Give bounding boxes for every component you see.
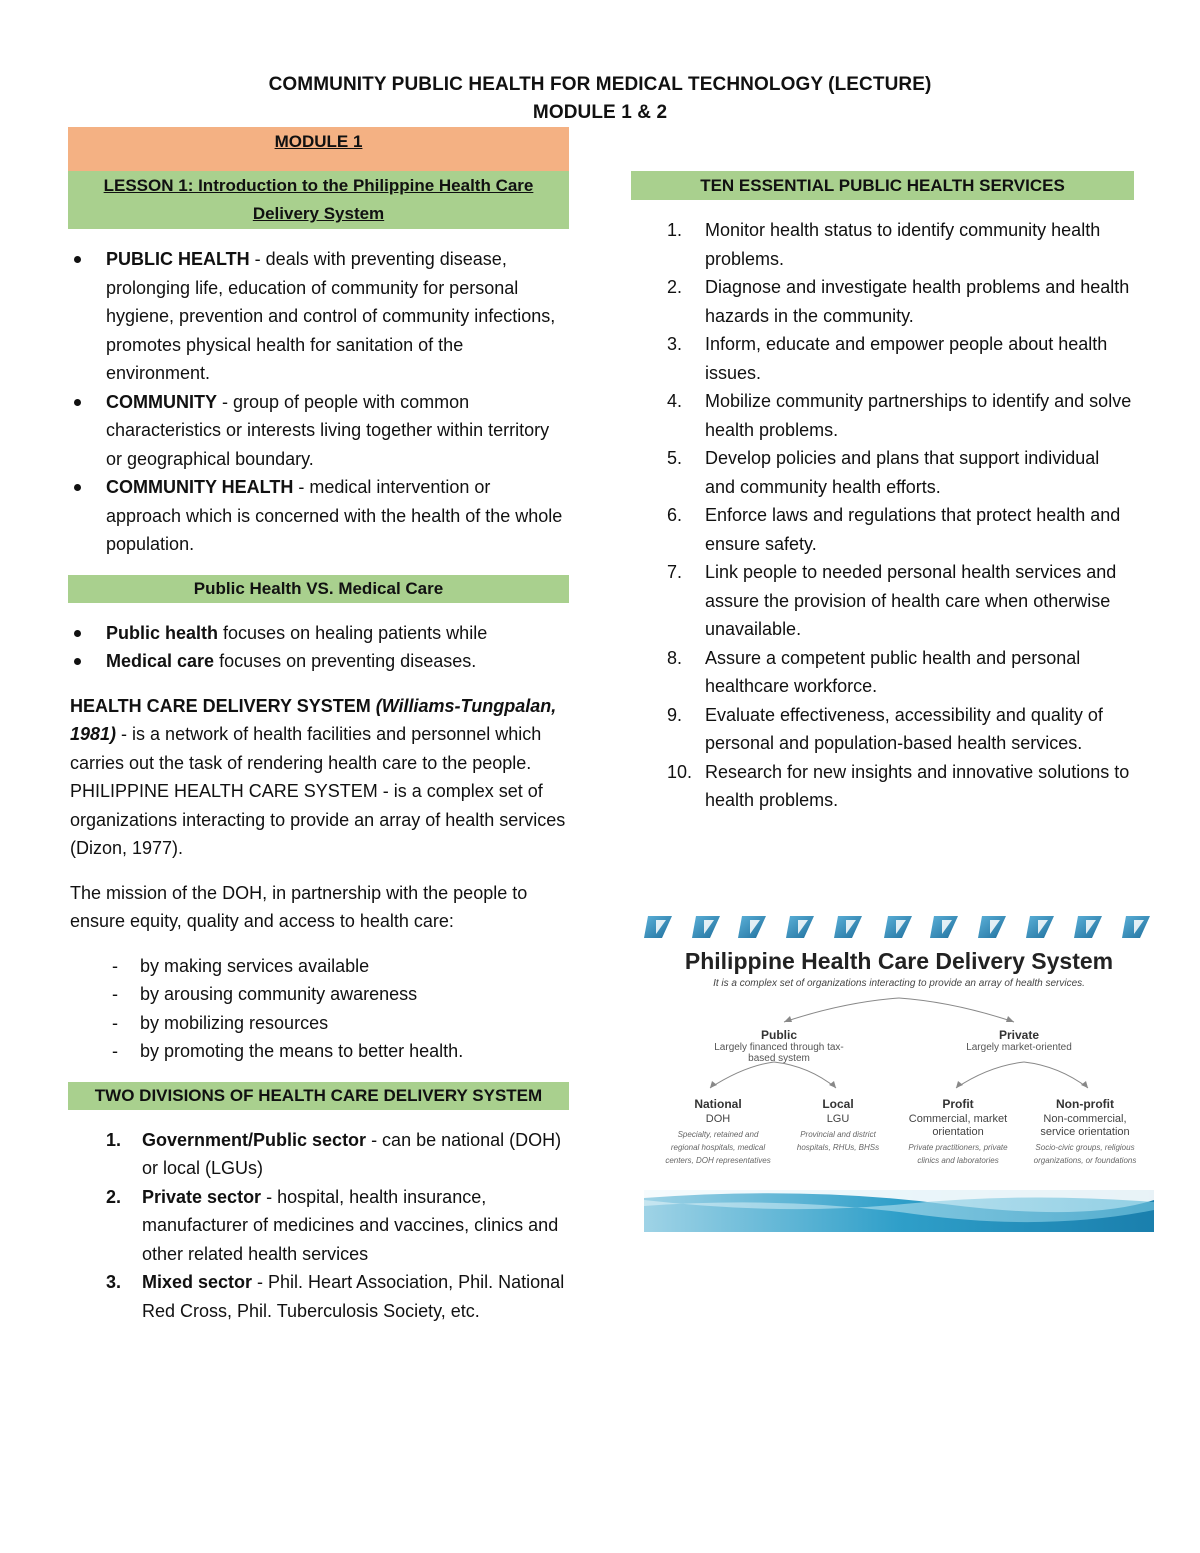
division-item <box>68 1268 569 1325</box>
left-column <box>68 127 569 1325</box>
vs-term: Medical care <box>106 651 215 671</box>
division-term: Government/Public sector <box>142 1129 367 1150</box>
decorative-wave-banner <box>644 1190 1154 1232</box>
private-label: Private <box>998 1028 1040 1042</box>
profit-sub-2: orientation <box>932 1126 984 1138</box>
service-number: 5. <box>667 448 683 468</box>
service-text: Enforce laws and regulations that protect health and ensure safety. <box>705 505 1121 554</box>
vs-item <box>68 647 569 676</box>
service-item <box>631 387 1134 444</box>
service-text: Mobilize community partnerships to identify and solve health problems. <box>705 391 1132 440</box>
decorative-tiles <box>644 912 1154 942</box>
profit-sub-1: Commercial, market <box>908 1113 1008 1125</box>
private-desc: Largely market-oriented <box>966 1042 1072 1053</box>
service-number: 3. <box>667 334 683 354</box>
service-number: 7. <box>667 562 683 582</box>
definition-text: - group of people with common characteristics or interests living together within territory or geographical boundary. <box>106 391 550 469</box>
health-system-diagram <box>644 912 1154 1232</box>
service-text: Assure a competent public health and personal healthcare workforce. <box>705 647 1081 696</box>
service-text: Monitor health status to identify community health problems. <box>705 220 1101 269</box>
local-sub: LGU <box>826 1113 850 1125</box>
service-text: Diagnose and investigate health problems and health hazards in the community. <box>705 277 1130 326</box>
mission-item: - by mobilizing resources <box>68 1009 569 1038</box>
nonprofit-label: Non-profit <box>1056 1097 1114 1111</box>
division-text: - hospital, health insurance, manufacturer of medicines and vaccines, clinics and other related health services <box>142 1186 559 1264</box>
mission-paragraph: The mission of the DOH, in partnership with the people to ensure equity, quality and access to health care: <box>70 882 528 931</box>
definition-item <box>68 388 569 474</box>
profit-node <box>896 1098 1020 1167</box>
nonprofit-desc-1: Socio-civic groups, religious <box>1035 1143 1135 1152</box>
hcds-text: - is a network of health facilities and personnel which carries out the task of rendering health care to the people. PHILIPPINE HEALTH CARE SYSTEM - is a complex set of organizations interacting to provide an array of health services (Dizon, 1977). <box>70 724 566 858</box>
public-label: Public <box>760 1028 797 1042</box>
mission-item: - by arousing community awareness <box>68 980 569 1009</box>
national-sub: DOH <box>705 1113 731 1125</box>
mission-list <box>68 952 569 1066</box>
division-text: - can be national (DOH) or local (LGUs) <box>142 1129 562 1178</box>
division-number: 2. <box>106 1186 122 1207</box>
vs-heading: Public Health VS. Medical Care <box>68 575 569 603</box>
definition-term: COMMUNITY <box>106 391 217 412</box>
national-desc-2: regional hospitals, medical <box>670 1143 766 1152</box>
definition-text: - deals with preventing disease, prolonging life, education of community for personal hygiene, prevention and control of community infections, promotes physical health for sanitation of the environment. <box>106 249 556 383</box>
national-label: National <box>694 1097 742 1111</box>
service-item <box>631 216 1134 273</box>
services-heading: TEN ESSENTIAL PUBLIC HEALTH SERVICES <box>631 171 1134 200</box>
national-desc-3: centers, DOH representatives <box>665 1156 771 1165</box>
profit-label: Profit <box>942 1097 974 1111</box>
nonprofit-sub-2: service orientation <box>1040 1126 1130 1138</box>
document-subtitle: MODULE 1 & 2 <box>532 102 668 123</box>
service-text: Evaluate effectiveness, accessibility and quality of personal and population-based health services. <box>705 704 1103 753</box>
public-desc: Largely financed through tax-based system <box>714 1042 844 1064</box>
service-item <box>631 330 1134 387</box>
vs-text: focuses on preventing diseases. <box>214 651 477 671</box>
service-number: 9. <box>667 704 683 725</box>
service-number: 2. <box>667 277 683 297</box>
mission-item: - by making services available <box>68 952 569 981</box>
local-label: Local <box>822 1097 854 1111</box>
diagram-subtitle: It is a complex set of organizations interacting to provide an array of health services. <box>713 978 1085 989</box>
division-number: 3. <box>106 1272 122 1292</box>
nonprofit-desc-2: organizations, or foundations <box>1033 1156 1137 1165</box>
division-text: - Phil. Heart Association, Phil. National Red Cross, Phil. Tuberculosis Society, etc. <box>142 1272 565 1321</box>
division-number: 1. <box>106 1129 122 1150</box>
division-item <box>68 1183 569 1269</box>
document-title: COMMUNITY PUBLIC HEALTH FOR MEDICAL TECHNOLOGY (LECTURE) <box>268 74 932 95</box>
local-node <box>784 1098 892 1154</box>
private-node <box>944 1028 1094 1053</box>
definition-term: PUBLIC HEALTH <box>106 249 250 269</box>
service-text: Develop policies and plans that support individual and community health efforts. <box>705 448 1100 497</box>
vs-text: focuses on healing patients while <box>218 622 488 643</box>
hcds-paragraph <box>68 692 569 863</box>
service-item <box>631 644 1134 701</box>
diagram-title: Philippine Health Care Delivery System <box>684 948 1114 974</box>
nonprofit-sub-1: Non-commercial, <box>1043 1113 1127 1125</box>
divisions-heading: TWO DIVISIONS OF HEALTH CARE DELIVERY SYSTEM <box>68 1082 569 1110</box>
division-term: Mixed sector <box>142 1272 253 1292</box>
nonprofit-node <box>1020 1098 1150 1167</box>
service-text: Inform, educate and empower people about health issues. <box>705 334 1108 383</box>
national-desc-1: Specialty, retained and <box>677 1130 759 1139</box>
vs-list <box>68 619 569 676</box>
division-term: Private sector <box>142 1186 262 1207</box>
service-number: 6. <box>667 505 683 525</box>
definition-item <box>68 473 569 559</box>
definitions-list <box>68 245 569 559</box>
local-desc-1: Provincial and district <box>800 1130 876 1139</box>
service-number: 1. <box>667 220 683 240</box>
lesson-heading-line2: Delivery System <box>252 204 385 223</box>
service-number: 10. <box>667 761 693 782</box>
vs-item <box>68 619 569 648</box>
hcds-citation: (Williams-Tungpalan, 1981) <box>70 695 557 744</box>
profit-desc-1: Private practitioners, private <box>908 1143 1008 1152</box>
right-column <box>631 171 1134 815</box>
service-number: 4. <box>667 391 683 411</box>
national-node <box>648 1098 788 1167</box>
hcds-term: HEALTH CARE DELIVERY SYSTEM <box>70 695 376 716</box>
service-number: 8. <box>667 647 683 668</box>
definition-item <box>68 245 569 388</box>
division-item <box>68 1126 569 1183</box>
divisions-list <box>68 1126 569 1326</box>
profit-desc-2: clinics and laboratories <box>917 1156 999 1165</box>
services-list <box>631 216 1134 815</box>
service-item <box>631 501 1134 558</box>
service-item <box>631 273 1134 330</box>
service-item <box>631 444 1134 501</box>
definition-text: - medical intervention or approach which is concerned with the health of the whole population. <box>106 477 563 554</box>
module-heading: MODULE 1 <box>68 127 569 171</box>
public-node <box>704 1028 854 1064</box>
mission-item: - by promoting the means to better health. <box>68 1037 569 1066</box>
service-item <box>631 558 1134 644</box>
service-text: Link people to needed personal health services and assure the provision of health care when otherwise unavailable. <box>705 562 1117 639</box>
lesson-heading <box>68 171 569 229</box>
service-text: Research for new insights and innovative solutions to health problems. <box>705 761 1130 810</box>
local-desc-2: hospitals, RHUs, BHSs <box>796 1143 880 1152</box>
lesson-heading-line1: LESSON 1: Introduction to the Philippine Health Care <box>103 176 534 195</box>
definition-term: COMMUNITY HEALTH <box>106 477 294 497</box>
service-item <box>631 701 1134 758</box>
service-item <box>631 758 1134 815</box>
vs-term: Public health <box>106 622 219 643</box>
